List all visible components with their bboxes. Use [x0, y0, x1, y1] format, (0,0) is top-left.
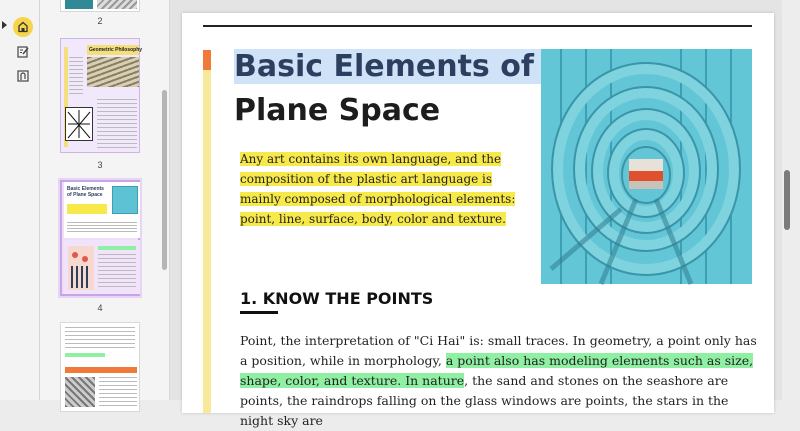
thumbnail-text-lines	[97, 99, 137, 149]
thumbnail-text-lines	[67, 222, 137, 234]
thumbnail-page-number: 4	[97, 303, 103, 313]
thumbnail-image	[112, 186, 138, 214]
body-text-part-2: , the sand and stones on the seashore are points, the raindrops falling on the glass windows are points, the stars in the night sky are	[240, 373, 729, 428]
section-rule	[240, 311, 278, 314]
page-title-line-2[interactable]: Plane Space	[234, 93, 441, 128]
thumbnail-panel	[40, 0, 170, 400]
green-highlight-text: a point also has modeling elements such as size, shape, color, and texture. In nature	[240, 353, 754, 388]
thumbnail-image	[97, 0, 137, 9]
thumbnail-accent-bar	[65, 367, 137, 373]
thumbnail-page-4[interactable]	[60, 180, 140, 296]
selected-title-text[interactable]: Basic Elements of	[234, 49, 542, 84]
intro-line: point, line, surface, body, color and texture.	[240, 212, 506, 226]
intro-paragraph[interactable]	[240, 149, 530, 229]
intro-line: mainly composed of morphological elements:	[240, 192, 516, 206]
left-tool-rail	[0, 0, 40, 400]
page-title-line-1[interactable]	[234, 49, 542, 85]
thumbnail-text-lines	[65, 327, 135, 351]
thumbnail-highlight	[98, 246, 136, 250]
attachment-icon[interactable]	[13, 66, 33, 86]
thumbnail-page-2[interactable]	[60, 0, 140, 12]
document-page	[182, 13, 774, 428]
thumbnail-highlight	[67, 204, 107, 214]
thumbnail-image	[65, 377, 95, 407]
thumbnail-scrollbar[interactable]	[162, 90, 167, 270]
document-viewport[interactable]	[170, 0, 800, 428]
thumbnail-mini-title: Basic Elements of Plane Space	[67, 186, 104, 198]
accent-bar-yellow	[203, 70, 211, 413]
thumbnail-image	[87, 57, 139, 87]
thumbnail-image	[68, 246, 94, 290]
concentric-arches-photo	[541, 49, 752, 284]
intro-line: composition of the plastic art language is	[240, 172, 493, 186]
thumbnail-page-3[interactable]	[60, 38, 143, 153]
body-text-part-1: Point, the interpretation of "Ci Hai" is: small traces. In geometry, a point only has a position, while in morphology,	[240, 333, 757, 368]
document-scrollbar-thumb[interactable]	[784, 170, 790, 230]
thumbnail-page-number: 3	[97, 160, 103, 170]
thumbnail-text-lines	[69, 57, 83, 97]
thumbnail-mini-title: Geometric Philosophy	[89, 47, 143, 53]
accent-bar-orange	[203, 50, 211, 70]
intro-line: Any art contains its own language, and the	[240, 152, 502, 166]
thumbnail-highlight	[65, 353, 105, 357]
thumbnail-upper-half	[64, 182, 140, 238]
thumbnail-page-5[interactable]	[60, 322, 140, 412]
thumbnail-text-lines	[98, 254, 136, 290]
collapse-arrow-icon[interactable]	[2, 21, 7, 29]
thumbnail-page-number: 2	[97, 16, 103, 26]
thumbnails-icon[interactable]	[13, 17, 33, 37]
header-rule	[203, 25, 752, 27]
bookmark-edit-icon[interactable]	[13, 42, 33, 62]
thumbnail-lower-half	[64, 240, 140, 294]
section-heading[interactable]: 1. KNOW THE POINTS	[240, 289, 434, 308]
body-paragraph[interactable]	[240, 331, 760, 431]
thumbnail-text-lines	[99, 377, 137, 407]
thumbnail-image	[65, 0, 93, 9]
thumbnail-image	[65, 107, 93, 141]
